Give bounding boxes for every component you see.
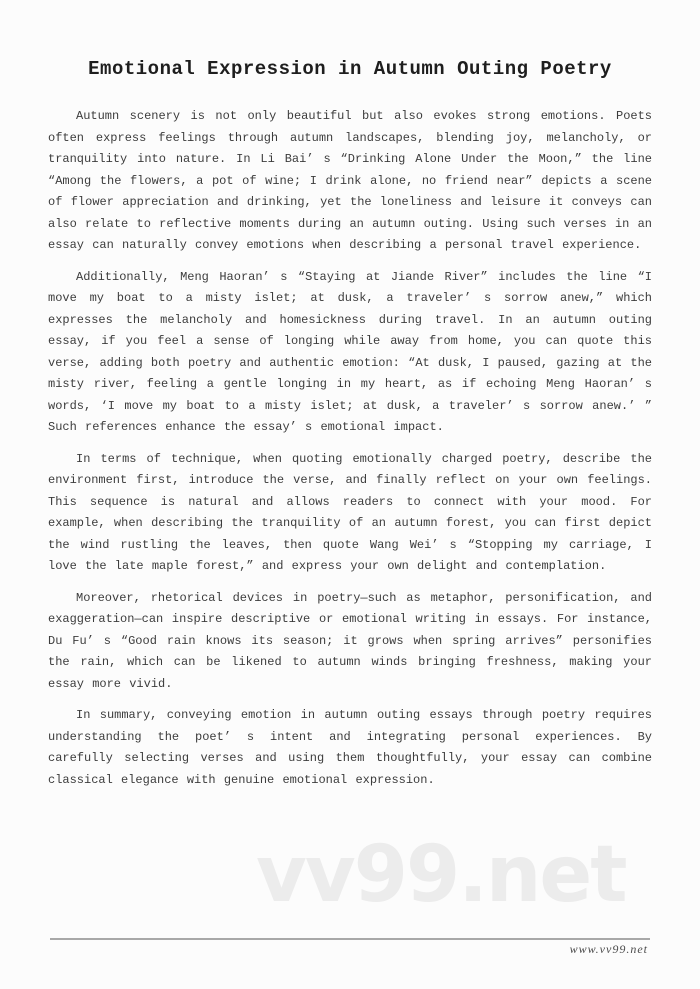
paragraph-5: In summary, conveying emotion in autumn outing essays through poetry requires understanding the poet’ s intent and integrating personal experiences. By carefully selecting verses and using them thoughtfully, your essay can combine classical elegance with genuine emotional expression.	[48, 708, 652, 787]
paragraph-3: In terms of technique, when quoting emotionally charged poetry, describe the environment first, introduce the verse, and finally reflect on your own feelings. This sequence is natural and allows readers to connect with your mood. For example, when describing the tranquility of an autumn forest, you can first depict the wind rustling the leaves, then quote Wang Wei’ s “Stopping my carriage, I love the late maple forest,” and express your own delight and contemplation.	[48, 451, 652, 573]
watermark-text: vv99.net	[256, 830, 626, 920]
footer-url: www.vv99.net	[569, 942, 648, 956]
page-title: Emotional Expression in Autumn Outing Poetry	[88, 58, 612, 80]
footer-divider	[50, 938, 650, 940]
document-body	[48, 106, 652, 791]
paragraph-4: Moreover, rhetorical devices in poetry—such as metaphor, personification, and exaggeration—can inspire descriptive or emotional writing in essays. For instance, Du Fu’ s “Good rain knows its season; it grows when spring arrives” personifies the rain, which can be likened to autumn winds bringing freshness, making your essay more vivid.	[48, 590, 652, 691]
paragraph-1: Autumn scenery is not only beautiful but also evokes strong emotions. Poets often express feelings through autumn landscapes, blending joy, melancholy, or tranquility into nature. In Li Bai’ s “Drinking Alone Under the Moon,” the line “Among the flowers, a pot of wine; I drink alone, no friend near” depicts a scene of flower appreciation and drinking, yet the loneliness and leisure it conveys can also relate to reflective moments during an autumn outing. Using such verses in an essay can naturally convey emotions when describing a personal travel experience.	[48, 109, 652, 252]
paragraph-2: Additionally, Meng Haoran’ s “Staying at Jiande River” includes the line “I move my boat to a misty islet; at dusk, a traveler’ s sorrow anew,” which expresses the melancholy and homesickness during travel. In an autumn outing essay, if you feel a sense of longing while away from home, you can quote this verse, adding both poetry and authentic emotion: “At dusk, I paused, gazing at the misty river, feeling a gentle longing in my heart, as if echoing Meng Haoran’ s words, ‘I move my boat to a misty islet; at dusk, a traveler’ s sorrow anew.’ ” Such references enhance the essay’ s emotional impact.	[48, 269, 652, 434]
